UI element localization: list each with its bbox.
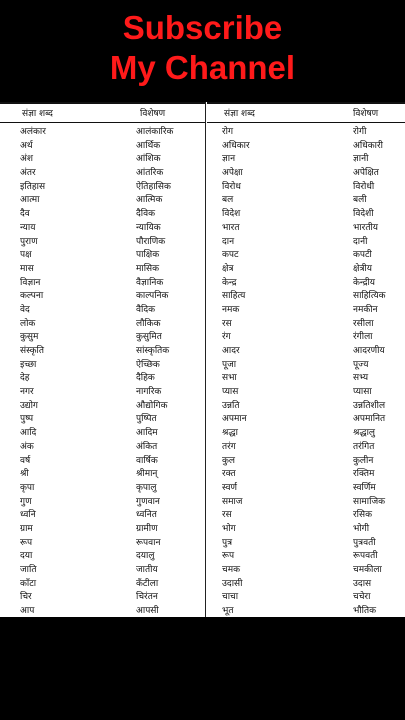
table-row bbox=[0, 260, 205, 274]
table-row bbox=[0, 588, 205, 602]
noun-cell: उद्योग bbox=[20, 400, 39, 411]
table-row bbox=[207, 479, 405, 493]
table-row bbox=[207, 452, 405, 466]
table-row bbox=[207, 547, 405, 561]
table-row bbox=[207, 588, 405, 602]
table-row bbox=[207, 397, 405, 411]
table-row bbox=[0, 369, 205, 383]
adjective-cell: ऐच्छिक bbox=[136, 359, 160, 370]
adjective-cell: चचेरा bbox=[353, 592, 371, 603]
adjective-cell: तरंगित bbox=[353, 441, 375, 452]
adjective-cell: रूपवान bbox=[136, 537, 161, 548]
adjective-cell: ज्ञानी bbox=[353, 154, 369, 165]
table-row bbox=[207, 424, 405, 438]
table-row bbox=[207, 520, 405, 534]
table-row bbox=[207, 493, 405, 507]
word-table bbox=[0, 102, 405, 617]
left-rows bbox=[0, 123, 205, 616]
noun-cell: अर्थ bbox=[20, 140, 33, 151]
noun-cell: गुण bbox=[20, 496, 32, 507]
table-left-half bbox=[0, 102, 205, 617]
noun-cell: उदासी bbox=[222, 578, 243, 589]
table-row bbox=[0, 178, 205, 192]
noun-cell: अंश bbox=[20, 154, 33, 165]
table-row bbox=[0, 287, 205, 301]
table-row bbox=[207, 561, 405, 575]
adjective-cell: नमकीन bbox=[353, 304, 378, 315]
table-row bbox=[0, 493, 205, 507]
adjective-cell: रक्तिम bbox=[353, 469, 375, 480]
adjective-cell: आदिम bbox=[136, 428, 158, 439]
adjective-cell: उन्नतिशील bbox=[353, 400, 386, 411]
noun-cell: अंक bbox=[20, 441, 34, 452]
noun-cell: ज्ञान bbox=[222, 154, 236, 165]
table-right-half bbox=[207, 102, 405, 617]
noun-cell: वर्ष bbox=[20, 455, 31, 466]
noun-cell: न्याय bbox=[20, 222, 36, 233]
noun-cell: श्री bbox=[20, 469, 29, 480]
noun-cell: ध्वनि bbox=[20, 510, 36, 521]
table-header bbox=[0, 102, 205, 123]
table-row bbox=[0, 164, 205, 178]
noun-cell: चिर bbox=[20, 592, 32, 603]
adjective-cell: ग्रामीण bbox=[136, 523, 158, 534]
adjective-cell: रंगीला bbox=[353, 332, 373, 343]
adjective-cell: ध्वनित bbox=[136, 510, 157, 521]
subscribe-banner bbox=[0, 0, 405, 100]
noun-cell: लोक bbox=[20, 318, 36, 329]
adjective-cell: कुसुमित bbox=[136, 332, 162, 343]
adjective-cell: सांस्कृतिक bbox=[136, 346, 170, 356]
table-row bbox=[0, 123, 205, 137]
noun-cell: रूप bbox=[20, 537, 33, 548]
table-row bbox=[0, 150, 205, 164]
table-row bbox=[207, 438, 405, 452]
right-rows bbox=[207, 123, 405, 616]
adjective-cell: केन्द्रीय bbox=[353, 277, 376, 288]
table-row bbox=[207, 602, 405, 616]
adjective-cell: विरोधी bbox=[353, 181, 375, 192]
noun-cell: विरोध bbox=[222, 181, 241, 192]
noun-cell: नगर bbox=[20, 387, 34, 398]
table-row bbox=[207, 219, 405, 233]
table-row bbox=[207, 342, 405, 356]
adjective-cell: अंकित bbox=[136, 441, 158, 452]
adjective-cell: मासिक bbox=[136, 263, 160, 274]
table-row bbox=[207, 233, 405, 247]
adjective-cell: रूपवती bbox=[353, 551, 378, 562]
noun-cell: उन्नति bbox=[222, 400, 240, 411]
table-row bbox=[0, 301, 205, 315]
adjective-cell: चमकीला bbox=[353, 565, 382, 575]
noun-cell: रंग bbox=[222, 332, 231, 343]
table-row bbox=[207, 191, 405, 205]
noun-cell: दैव bbox=[20, 209, 30, 220]
adjective-cell: भोगी bbox=[353, 523, 370, 534]
table-row bbox=[0, 383, 205, 397]
adjective-cell: साहित्यिक bbox=[353, 291, 386, 302]
adjective-cell: श्रद्धालु bbox=[353, 428, 375, 439]
adjective-cell: दैविक bbox=[136, 209, 156, 220]
adjective-cell: सभ्य bbox=[353, 373, 369, 384]
noun-cell: अधिकार bbox=[222, 140, 250, 151]
table-row bbox=[0, 205, 205, 219]
noun-cell: कल्पना bbox=[20, 291, 44, 302]
adjective-cell: औद्योगिक bbox=[136, 400, 168, 411]
noun-cell: देह bbox=[20, 373, 30, 384]
noun-cell: भोग bbox=[222, 523, 236, 534]
noun-cell: चाचा bbox=[222, 592, 239, 603]
adjective-cell: गुणवान bbox=[136, 496, 160, 507]
table-row bbox=[0, 452, 205, 466]
noun-cell: पुराण bbox=[20, 236, 38, 247]
table-row bbox=[0, 465, 205, 479]
adjective-cell: रसीला bbox=[353, 318, 374, 329]
table-row bbox=[207, 383, 405, 397]
table-row bbox=[207, 274, 405, 288]
adjective-cell: आंशिक bbox=[136, 154, 161, 165]
adjective-cell: पुष्पित bbox=[136, 414, 157, 425]
table-row bbox=[207, 150, 405, 164]
table-row bbox=[207, 260, 405, 274]
table-row bbox=[0, 328, 205, 342]
adjective-cell: आर्थिक bbox=[136, 140, 161, 151]
table-row bbox=[0, 342, 205, 356]
adjective-cell: उदास bbox=[353, 578, 372, 589]
adjective-cell: सामाजिक bbox=[353, 496, 386, 507]
noun-cell: प्यास bbox=[222, 387, 239, 398]
table-row bbox=[207, 301, 405, 315]
table-row bbox=[207, 506, 405, 520]
table-row bbox=[207, 534, 405, 548]
table-row bbox=[0, 547, 205, 561]
table-row bbox=[0, 602, 205, 616]
noun-cell: भारत bbox=[222, 222, 240, 233]
adjective-cell: दैहिक bbox=[136, 373, 155, 384]
adjective-cell: रसिक bbox=[353, 510, 373, 521]
noun-cell: रस bbox=[222, 510, 232, 521]
adjective-cell: पूज्य bbox=[353, 359, 369, 370]
table-header bbox=[207, 102, 405, 123]
noun-cell: साहित्य bbox=[222, 291, 246, 302]
table-row bbox=[207, 137, 405, 151]
table-row bbox=[207, 178, 405, 192]
noun-cell: संस्कृति bbox=[20, 346, 44, 356]
noun-cell: पुष्प bbox=[20, 414, 34, 425]
noun-cell: इच्छा bbox=[20, 359, 37, 370]
noun-cell: वेद bbox=[20, 304, 30, 315]
noun-cell: अलंकार bbox=[20, 127, 46, 137]
table-row bbox=[0, 438, 205, 452]
adjective-cell: पौराणिक bbox=[136, 236, 166, 247]
table-row bbox=[207, 246, 405, 260]
table-row bbox=[0, 137, 205, 151]
noun-cell: इतिहास bbox=[20, 181, 46, 192]
noun-cell: चमक bbox=[222, 565, 241, 575]
table-row bbox=[0, 561, 205, 575]
noun-cell: केन्द्र bbox=[222, 277, 237, 288]
adjective-cell: भारतीय bbox=[353, 222, 379, 233]
noun-cell: रूप bbox=[222, 551, 235, 562]
adjective-cell: आत्मिक bbox=[136, 195, 163, 206]
table-row bbox=[207, 205, 405, 219]
noun-cell: स्वर्ण bbox=[222, 482, 238, 493]
adjective-cell: श्रीमान् bbox=[136, 469, 158, 480]
table-row bbox=[207, 315, 405, 329]
noun-cell: कपट bbox=[222, 250, 239, 261]
table-row bbox=[207, 328, 405, 342]
header-adjective: विशेषण bbox=[353, 109, 379, 119]
adjective-cell: दानी bbox=[353, 236, 368, 247]
adjective-cell: आदरणीय bbox=[353, 346, 385, 356]
noun-cell: कृपा bbox=[20, 482, 35, 493]
adjective-cell: आलंकारिक bbox=[136, 127, 174, 137]
noun-cell: कुसुम bbox=[20, 332, 39, 343]
table-row bbox=[0, 191, 205, 205]
noun-cell: आदर bbox=[222, 346, 240, 356]
adjective-cell: ऐतिहासिक bbox=[136, 181, 171, 192]
table-row bbox=[0, 506, 205, 520]
table-row bbox=[207, 123, 405, 137]
column-divider bbox=[205, 102, 206, 617]
noun-cell: अपमान bbox=[222, 414, 247, 425]
header-adjective: विशेषण bbox=[140, 109, 166, 119]
noun-cell: रस bbox=[222, 318, 232, 329]
adjective-cell: बली bbox=[353, 195, 367, 206]
noun-cell: आत्मा bbox=[20, 195, 40, 206]
table-row bbox=[0, 274, 205, 288]
noun-cell: आदि bbox=[20, 428, 37, 439]
adjective-cell: चिरंतन bbox=[136, 592, 158, 603]
table-row bbox=[207, 575, 405, 589]
table-row bbox=[0, 219, 205, 233]
table-row bbox=[0, 534, 205, 548]
noun-cell: समाज bbox=[222, 496, 243, 507]
table-row bbox=[207, 410, 405, 424]
adjective-cell: प्यासा bbox=[353, 387, 372, 398]
adjective-cell: अपेक्षित bbox=[353, 168, 379, 179]
table-row bbox=[0, 479, 205, 493]
adjective-cell: कँटीला bbox=[136, 578, 159, 589]
noun-cell: तरंग bbox=[222, 441, 236, 452]
noun-cell: दया bbox=[20, 551, 33, 562]
adjective-cell: कपटी bbox=[353, 250, 372, 261]
noun-cell: आप bbox=[20, 606, 35, 617]
table-row bbox=[207, 369, 405, 383]
noun-cell: पूजा bbox=[222, 359, 237, 370]
adjective-cell: लौकिक bbox=[136, 318, 161, 329]
adjective-cell: रोगी bbox=[353, 127, 367, 137]
adjective-cell: कुलीन bbox=[353, 455, 374, 466]
noun-cell: सभा bbox=[222, 373, 237, 384]
adjective-cell: दयालु bbox=[136, 551, 155, 562]
table-row bbox=[0, 246, 205, 260]
noun-cell: विज्ञान bbox=[20, 277, 41, 288]
noun-cell: पक्ष bbox=[20, 250, 32, 261]
noun-cell: रोग bbox=[222, 127, 234, 137]
adjective-cell: अपमानित bbox=[353, 414, 386, 425]
table-row bbox=[207, 356, 405, 370]
adjective-cell: नागरिक bbox=[136, 387, 162, 398]
noun-cell: क्षेत्र bbox=[222, 263, 234, 274]
adjective-cell: वैदिक bbox=[136, 304, 156, 315]
noun-cell: अंतर bbox=[20, 168, 36, 179]
table-row bbox=[207, 287, 405, 301]
header-noun: संज्ञा शब्द bbox=[22, 109, 53, 119]
noun-cell: ग्राम bbox=[20, 523, 33, 534]
table-row bbox=[0, 315, 205, 329]
noun-cell: दान bbox=[222, 236, 235, 247]
noun-cell: नमक bbox=[222, 304, 240, 315]
table-row bbox=[0, 575, 205, 589]
adjective-cell: न्यायिक bbox=[136, 222, 161, 233]
noun-cell: जाति bbox=[20, 565, 37, 575]
adjective-cell: जातीय bbox=[136, 565, 158, 575]
adjective-cell: वार्षिक bbox=[136, 455, 158, 466]
adjective-cell: आंतरिक bbox=[136, 168, 164, 179]
adjective-cell: वैज्ञानिक bbox=[136, 277, 164, 288]
banner-line-2: My Channel bbox=[109, 49, 296, 86]
noun-cell: पुत्र bbox=[222, 537, 233, 548]
adjective-cell: काल्पनिक bbox=[136, 291, 169, 302]
noun-cell: रक्त bbox=[222, 469, 236, 480]
banner-line-1: Subscribe bbox=[122, 9, 283, 46]
table-row bbox=[0, 397, 205, 411]
adjective-cell: आपसी bbox=[136, 606, 159, 617]
noun-cell: भूत bbox=[222, 606, 234, 617]
adjective-cell: स्वर्णिम bbox=[353, 482, 376, 493]
noun-cell: काँटा bbox=[20, 578, 37, 589]
bottom-black-area bbox=[0, 617, 405, 720]
adjective-cell: कृपालु bbox=[136, 482, 157, 493]
noun-cell: विदेश bbox=[222, 209, 241, 220]
header-noun: संज्ञा शब्द bbox=[224, 109, 255, 119]
noun-cell: कुल bbox=[222, 455, 236, 466]
adjective-cell: भौतिक bbox=[353, 606, 377, 617]
table-row bbox=[0, 410, 205, 424]
adjective-cell: अधिकारी bbox=[353, 140, 383, 151]
adjective-cell: पाक्षिक bbox=[136, 250, 160, 261]
table-row bbox=[0, 233, 205, 247]
adjective-cell: क्षेत्रीय bbox=[353, 263, 372, 274]
table-row bbox=[0, 520, 205, 534]
table-row bbox=[207, 465, 405, 479]
table-row bbox=[0, 424, 205, 438]
noun-cell: बल bbox=[222, 195, 234, 206]
noun-cell: श्रद्धा bbox=[222, 428, 238, 439]
table-row bbox=[0, 356, 205, 370]
adjective-cell: विदेशी bbox=[353, 209, 374, 220]
noun-cell: मास bbox=[20, 263, 34, 274]
adjective-cell: पुत्रवती bbox=[353, 537, 376, 548]
noun-cell: अपेक्षा bbox=[222, 168, 243, 179]
table-row bbox=[207, 164, 405, 178]
